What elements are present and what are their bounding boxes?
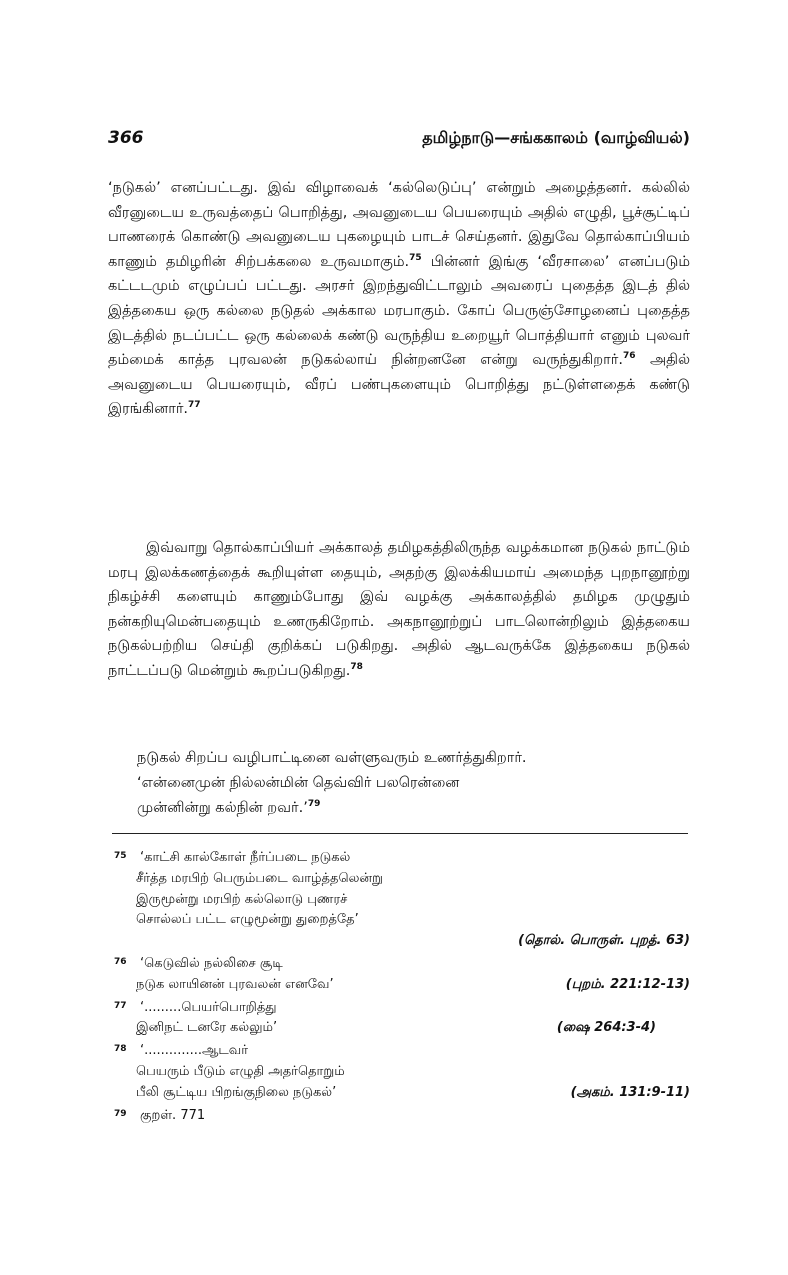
footnote-line: பீலி சூட்டிய பிறங்குநிலை நடுகல்’ <box>136 1084 337 1100</box>
para1-text-a: ‘நடுகல்’ எனப்பட்டது. இவ் விழாவைக் ‘கல்லெடுப்பு’ என்றும் அழைத்தனர். கல்லில் வீரனுடைய உருவத்தைப் பொறித்து, அவனுடைய பெயரையும் அதில் எழுதி, பூச்சூட்டிப் பாணரைக் கொண்டு அவனுடைய புகழையும் பாடச் செய்தனர். இதுவே தொல்காப்பியம் காணும் தமிழரின் சிற்பக்கலை உருவமாகும். <box>108 180 690 270</box>
footnote-75 <box>114 848 696 952</box>
footnote-line: ‘காட்சி கால்கோள் நீர்ப்படை நடுகல் <box>140 850 351 865</box>
footnote-77 <box>114 998 696 1040</box>
footnote-number: 79 <box>114 1108 127 1119</box>
verse-line-2: ‘என்னைமுன் நில்லன்மின் தெவ்விர் பலரென்னை <box>137 775 460 791</box>
footnote-line: ‘.........பெயர்பொறித்து <box>140 999 277 1015</box>
footnotes <box>114 848 696 1126</box>
footnote-76 <box>114 954 696 996</box>
body-paragraph-2 <box>108 536 690 684</box>
footnote-line: ‘கெடுவில் நல்லிசை சூடி <box>140 955 283 971</box>
footnote-line: நடுக லாயினன் புரவலன் எனவே’ <box>136 976 334 992</box>
footnote-line: சீர்த்த மரபிற் பெரும்படை வாழ்த்தலென்று <box>136 870 383 886</box>
footnote-line: ‘..............ஆடவர் <box>140 1043 249 1059</box>
footnote-number: 78 <box>114 1044 127 1055</box>
footnote-ref-79: 79 <box>307 799 321 810</box>
footnote-ref-77: 77 <box>188 400 201 411</box>
footnote-divider <box>112 833 688 834</box>
footnote-citation: (ஷை 264:3-4) <box>556 1020 656 1036</box>
para1-text-c: அதில் அவனுடைய பெயரையும், வீரப் பண்புகளையும் பொறித்து நட்டுள்ளதைக் கண்டு இரங்கினார். <box>108 352 690 418</box>
para1-text-b: பின்னர் இங்கு ‘வீரசாலை’ எனப்படும் கட்டடமும் எழுப்பப் பட்டது. அரசர் இறந்துவிட்டாலும் அவரைப் புதைத்த இடத் தில் இத்தகைய ஒரு கல்லை நடுதல் அக்கால மரபாகும். கோப் பெருஞ்சோழனைப் புதைத்த இடத்தில் நடப்பட்ட ஒரு கல்லைக் கண்டு வருந்திய உறையூர் பொத்தியார் எனும் புலவர் தம்மைக் காத்த புரவலன் நடுகல்லாய் நின்றனனே என்று வருந்துகிறார். <box>108 253 690 369</box>
footnote-ref-75: 75 <box>409 252 422 263</box>
footnote-citation: (தொல். பொருள். புறத். 63) <box>518 933 690 949</box>
footnote-line: இருமூன்று மரபிற் கல்லொடு புணரச் <box>136 891 348 907</box>
footnote-ref-76: 76 <box>622 351 636 362</box>
footnote-line: பெயரும் பீடும் எழுதி அதர்தொறும் <box>136 1063 345 1079</box>
footnote-citation: (புறம். 221:12-13) <box>565 976 690 992</box>
footnote-line: இனிநட் டனரே கல்லும்’ <box>136 1020 278 1036</box>
verse-line-3 <box>137 796 697 821</box>
footnote-number: 77 <box>114 1000 127 1011</box>
footnote-ref-78: 78 <box>350 662 363 673</box>
page-number: 366 <box>108 128 144 148</box>
page-header <box>108 128 690 154</box>
footnote-citation: (அகம். 131:9-11) <box>570 1084 690 1100</box>
verse-block <box>137 746 697 821</box>
verse-line-1: நடுகல் சிறப்ப வழிபாட்டினை வள்ளுவரும் உணர்த்துகிறார். <box>137 750 527 766</box>
verse-line-3-text: முன்னின்று கல்நின் றவர்.’ <box>137 800 308 816</box>
footnote-78 <box>114 1041 696 1103</box>
para2-text: இவ்வாறு தொல்காப்பியர் அக்காலத் தமிழகத்திலிருந்த வழக்கமான நடுகல் நாட்டும் மரபு இலக்கணத்தைக் கூறியுள்ள தையும், அதற்கு இலக்கியமாய் அமைந்த புறநானூற்று நிகழ்ச்சி களையும் காணும்போது இவ் வழக்கு அக்காலத்தில் தமிழக முழுதும் நன்கறியுமென்பதையும் உணருகிறோம். அகநானூற்றுப் பாடலொன்றிலும் இத்தகைய நடுகல்பற்றிய செய்தி குறிக்கப் படுகிறது. அதில் ஆடவருக்கே இத்தகைய நடுகல் நாட்டப்படு மென்றும் கூறப்படுகிறது. <box>108 540 690 679</box>
footnote-line: சொல்லப் பட்ட எழுமூன்று துறைத்தே’ <box>136 912 359 928</box>
body-paragraph-1 <box>108 176 690 422</box>
running-head: தமிழ்நாடு—சங்ககாலம் (வாழ்வியல்) <box>422 128 690 147</box>
footnote-line: குறள். 771 <box>140 1107 206 1123</box>
footnote-number: 76 <box>114 956 127 967</box>
footnote-79 <box>114 1106 696 1127</box>
footnote-number: 75 <box>114 851 127 861</box>
